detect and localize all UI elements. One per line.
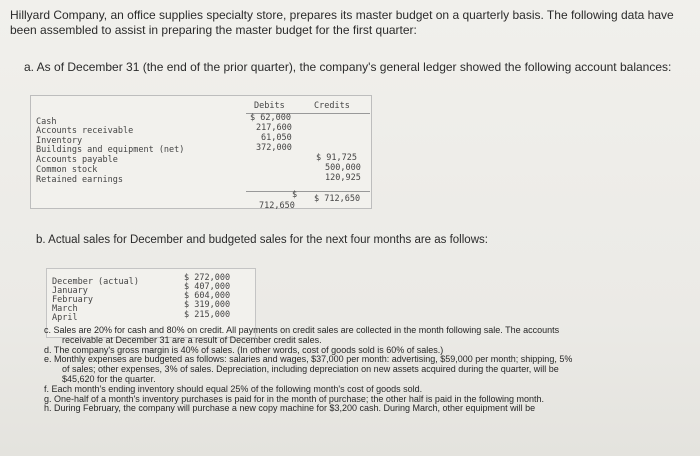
- credits-header: Credits: [314, 101, 350, 111]
- sales-month: March: [52, 304, 78, 314]
- notes-list: [44, 326, 696, 414]
- note-d: d. The company's gross margin is 40% of sales. (In other words, cost of goods sold is 60% of sales.): [44, 344, 444, 355]
- total-debit-sign: $: [292, 190, 298, 200]
- ledger-credit: $ 91,725: [316, 153, 357, 163]
- note-e: e. Monthly expenses are budgeted as follows: salaries and wages, $37,000 per month: advertising, $59,000 per month; shipping, 5%: [44, 354, 573, 365]
- note-e-cont2: $45,620 for the quarter.: [62, 373, 156, 384]
- sales-amount: $ 215,000: [184, 310, 231, 320]
- ledger-account: Retained earnings: [36, 175, 123, 185]
- note-g: g. One-half of a month's inventory purchases is paid for in the month of purchase; the other half is paid in the following month.: [44, 393, 545, 404]
- part-a-heading: a. As of December 31 (the end of the prior quarter), the company's general ledger showed the following account balances:: [24, 60, 672, 74]
- sales-amount: $ 407,000: [184, 282, 231, 292]
- ledger-debit: $ 62,000: [250, 113, 291, 123]
- ledger-total-rule: [246, 191, 370, 192]
- debits-header: Debits: [254, 101, 285, 111]
- note-e-cont: of sales; other expenses, 3% of sales. Depreciation, including depreciation on new assets acquired during the quarter, will be: [62, 364, 559, 375]
- ledger-account: Accounts payable: [36, 155, 118, 165]
- total-credit: $ 712,650: [314, 194, 361, 204]
- ledger-credit: 500,000: [325, 163, 361, 173]
- part-b-heading: b. Actual sales for December and budgeted sales for the next four months are as follows:: [36, 234, 488, 246]
- sales-month: April: [52, 313, 78, 323]
- ledger-account: Buildings and equipment (net): [36, 145, 185, 155]
- total-debit: 712,650: [259, 201, 295, 211]
- sales-month: December (actual): [52, 277, 139, 287]
- ledger-account: Common stock: [36, 165, 98, 175]
- sales-month: February: [52, 295, 93, 305]
- sales-month: January: [52, 286, 88, 296]
- ledger-debit: 217,600: [256, 123, 292, 133]
- sales-amount: $ 272,000: [184, 273, 231, 283]
- ledger-credit: 120,925: [325, 173, 361, 183]
- note-c-cont: receivable at December 31 are a result of December credit sales.: [62, 334, 322, 345]
- note-f: f. Each month's ending inventory should equal 25% of the following month's cost of goods sold.: [44, 383, 423, 394]
- ledger-account: Accounts receivable: [36, 126, 134, 136]
- sales-amount: $ 319,000: [184, 300, 231, 310]
- ledger-debit: 61,050: [261, 133, 292, 143]
- problem-intro: Hillyard Company, an office supplies specialty store, prepares its master budget on a quarterly basis. The following data have been assembled to assist in preparing the master budget for the first quarter:: [10, 8, 674, 37]
- note-h: h. During February, the company will purchase a new copy machine for $3,200 cash. During March, other equipment will be: [44, 403, 536, 414]
- ledger-account: Inventory: [36, 136, 83, 146]
- ledger-debit: 372,000: [256, 143, 292, 153]
- sales-amount: $ 604,000: [184, 291, 231, 301]
- note-c: c. Sales are 20% for cash and 80% on credit. All payments on credit sales are collected in the month following sale. The accounts: [44, 325, 560, 335]
- ledger-account: Cash: [36, 117, 57, 127]
